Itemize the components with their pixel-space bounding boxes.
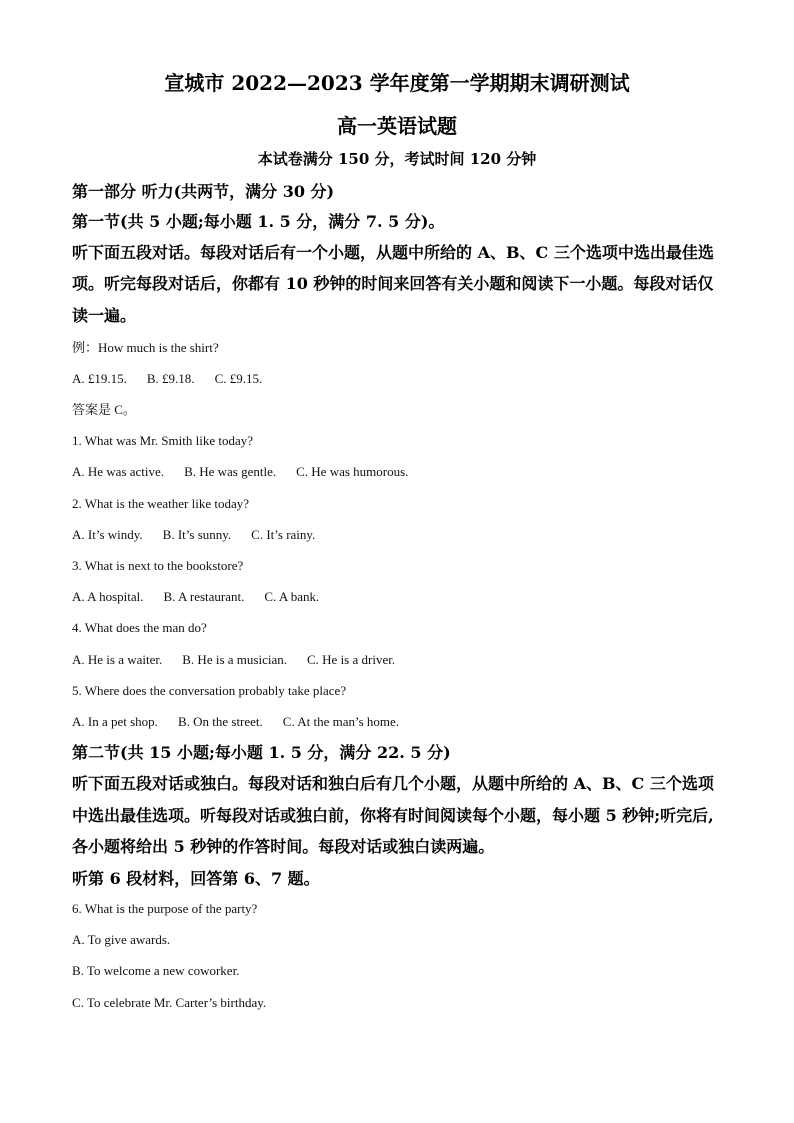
section1-instructions-line: 读一遍。 [72,306,137,325]
option-b: B. He was gentle. [184,464,277,479]
question-1-options [72,465,408,478]
option-c: C. He was humorous. [296,464,409,479]
section1-instructions-line: 听下面五段对话。每段对话后有一个小题，从题中所给的 A、B、C 三个选项中选出最佳选 [72,243,714,262]
example-question: 例：How much is the shirt? [72,340,219,355]
question-4: 4. What does the man do? [72,620,207,635]
section1-heading: 第一节(共 5 小题;每小题 1. 5 分，满分 7. 5 分)。 [72,212,445,231]
section2-instructions-line: 各小题将给出 5 秒钟的作答时间。每段对话或独白读两遍。 [72,837,495,856]
option-b: B. A restaurant. [163,589,245,604]
exam-subject: 高一英语试题 [337,114,457,138]
question-6-option-a: A. To give awards. [72,932,171,947]
option-c: C. It’s rainy. [251,527,316,542]
question-3-options [72,590,319,603]
question-5: 5. Where does the conversation probably take place? [72,683,347,698]
part1-heading: 第一部分 听力(共两节，满分 30 分) [72,182,335,201]
option-a: A. He was active. [72,464,165,479]
option-c: C. At the man’s home. [282,714,400,729]
example-answer: 答案是 C。 [72,402,136,417]
section2-heading: 第二节(共 15 小题;每小题 1. 5 分，满分 22. 5 分) [72,743,451,762]
question-1: 1. What was Mr. Smith like today? [72,433,254,448]
option-b: B. On the street. [177,714,263,729]
exam-title: 宣城市 2022—2023 学年度第一学期期末调研测试 [164,71,630,95]
option-c: C. £9.15. [214,371,263,386]
option-c: C. A bank. [264,589,320,604]
question-3: 3. What is next to the bookstore? [72,558,244,573]
option-b: B. It’s sunny. [162,527,232,542]
exam-info: 本试卷满分 150 分，考试时间 120 分钟 [257,150,537,168]
question-6-option-c: C. To celebrate Mr. Carter’s birthday. [72,995,267,1010]
option-b: B. He is a musician. [182,652,287,667]
question-6-option-b: B. To welcome a new coworker. [72,963,240,978]
question-2-options [72,528,315,541]
section2-instructions-line: 听下面五段对话或独白。每段对话和独白后有几个小题，从题中所给的 A、B、C 三个选项 [72,774,714,793]
question-6: 6. What is the purpose of the party? [72,901,258,916]
example-options [72,372,262,385]
option-a: A. In a pet shop. [72,714,158,729]
option-a: A. £19.15. [72,371,127,386]
question-5-options [72,715,399,728]
option-a: A. It’s windy. [72,527,143,542]
section2-instructions-line: 中选出最佳选项。听每段对话或独白前，你将有时间阅读每个小题，每小题 5 秒钟;听完后, [72,806,714,825]
material-6-heading: 听第 6 段材料，回答第 6、7 题。 [72,869,320,888]
option-c: C. He is a driver. [306,652,396,667]
question-2: 2. What is the weather like today? [72,496,250,511]
question-4-options [72,653,395,666]
section1-instructions-line: 项。听完每段对话后，你都有 10 秒钟的时间来回答有关小题和阅读下一小题。每段对话仅 [72,274,714,293]
option-a: A. He is a waiter. [72,652,163,667]
option-a: A. A hospital. [72,589,144,604]
option-b: B. £9.18. [146,371,195,386]
